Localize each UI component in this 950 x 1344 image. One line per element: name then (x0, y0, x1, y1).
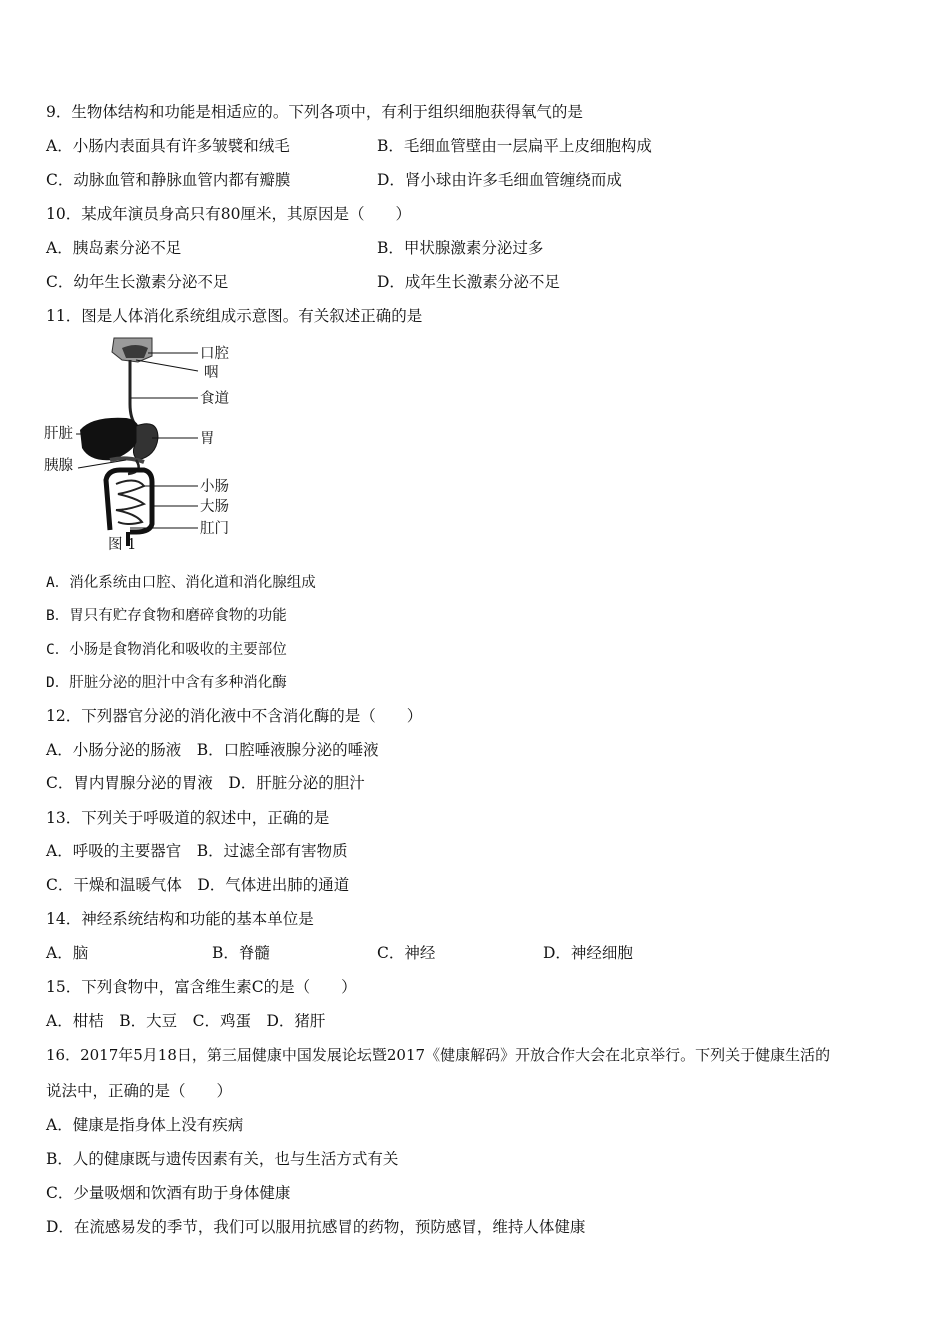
large-intestine-shape (106, 470, 152, 532)
q11-stem: 11．图是人体消化系统组成示意图。有关叙述正确的是 (46, 307, 423, 325)
q9-option-b: B．毛细血管壁由一层扁平上皮细胞构成 (377, 137, 652, 155)
label-large-intestine: 大肠 (200, 499, 229, 515)
tongue-shape (122, 345, 148, 358)
label-esophagus: 食道 (200, 391, 229, 407)
q12-options-row2: C．胃内胃腺分泌的胃液 D．肝脏分泌的胆汁 (46, 774, 365, 792)
liver-shape (80, 418, 140, 461)
q10-stem: 10．某成年演员身高只有80厘米，其原因是（ ） (46, 205, 411, 223)
q12-stem: 12．下列器官分泌的消化液中不含消化酶的是（ ） (46, 707, 423, 725)
label-liver: 肝脏 (44, 426, 73, 442)
q14-option-d: D．神经细胞 (543, 944, 633, 962)
q16-option-a: A．健康是指身体上没有疾病 (46, 1116, 244, 1134)
q16-option-d: D．在流感易发的季节，我们可以服用抗感冒的药物，预防感冒，维持人体健康 (46, 1218, 586, 1236)
q16-option-b: B．人的健康既与遗传因素有关，也与生活方式有关 (46, 1150, 399, 1168)
q13-options-row2: C．干燥和温暖气体 D．气体进出肺的通道 (46, 876, 350, 894)
q11-option-c: C．小肠是食物消化和吸收的主要部位 (46, 642, 287, 658)
q10-option-a: A．胰岛素分泌不足 (46, 239, 182, 257)
q9-stem: 9．生物体结构和功能是相适应的。下列各项中，有利于组织细胞获得氧气的是 (46, 103, 583, 121)
q12-options-row1: A．小肠分泌的肠液 B．口腔唾液腺分泌的唾液 (46, 741, 379, 759)
q11-option-a: A．消化系统由口腔、消化道和消化腺组成 (46, 575, 316, 591)
small-intestine-shape (116, 480, 144, 524)
label-stomach: 胃 (200, 431, 215, 447)
label-pharynx: 咽 (204, 365, 219, 381)
q13-options-row1: A．呼吸的主要器官 B．过滤全部有害物质 (46, 842, 348, 860)
q10-option-b: B．甲状腺激素分泌过多 (377, 239, 544, 257)
digestive-system-figure (40, 334, 280, 560)
q10-option-c: C．幼年生长激素分泌不足 (46, 273, 229, 291)
q9-option-a: A．小肠内表面具有许多皱襞和绒毛 (46, 137, 290, 155)
q15-options-row1: A．柑桔 B．大豆 C．鸡蛋 D．猪肝 (46, 1012, 326, 1030)
q9-option-c: C．动脉血管和静脉血管内都有瓣膜 (46, 171, 291, 189)
label-mouth: 口腔 (200, 346, 229, 362)
q10-option-d: D．成年生长激素分泌不足 (377, 273, 560, 291)
q11-option-b: B．胃只有贮存食物和磨碎食物的功能 (46, 608, 287, 624)
q13-stem: 13．下列关于呼吸道的叙述中，正确的是 (46, 809, 330, 827)
q14-stem: 14．神经系统结构和功能的基本单位是 (46, 910, 314, 928)
label-pancreas: 胰腺 (44, 458, 73, 474)
esophagus-shape (130, 360, 136, 426)
label-small-intestine: 小肠 (200, 479, 229, 495)
label-anus: 肛门 (200, 521, 229, 537)
stomach-shape (133, 424, 158, 460)
q11-option-d: D．肝脏分泌的胆汁中含有多种消化酶 (46, 675, 287, 691)
figure-caption: 图 1 (108, 537, 137, 553)
q14-option-a: A．脑 (46, 944, 89, 962)
q16-option-c: C．少量吸烟和饮酒有助于身体健康 (46, 1184, 291, 1202)
q14-option-b: B．脊髓 (212, 944, 270, 962)
q16-stem-line1: 16．2017年5月18日，第三届健康中国发展论坛暨2017《健康解码》开放合作大会在北京举行。下列关于健康生活的 (46, 1046, 831, 1064)
q16-stem-line2: 说法中，正确的是（ ） (46, 1082, 233, 1100)
q9-option-d: D．肾小球由许多毛细血管缠绕而成 (377, 171, 622, 189)
q15-stem: 15．下列食物中，富含维生素C的是（ ） (46, 978, 357, 996)
q14-option-c: C．神经 (377, 944, 436, 962)
